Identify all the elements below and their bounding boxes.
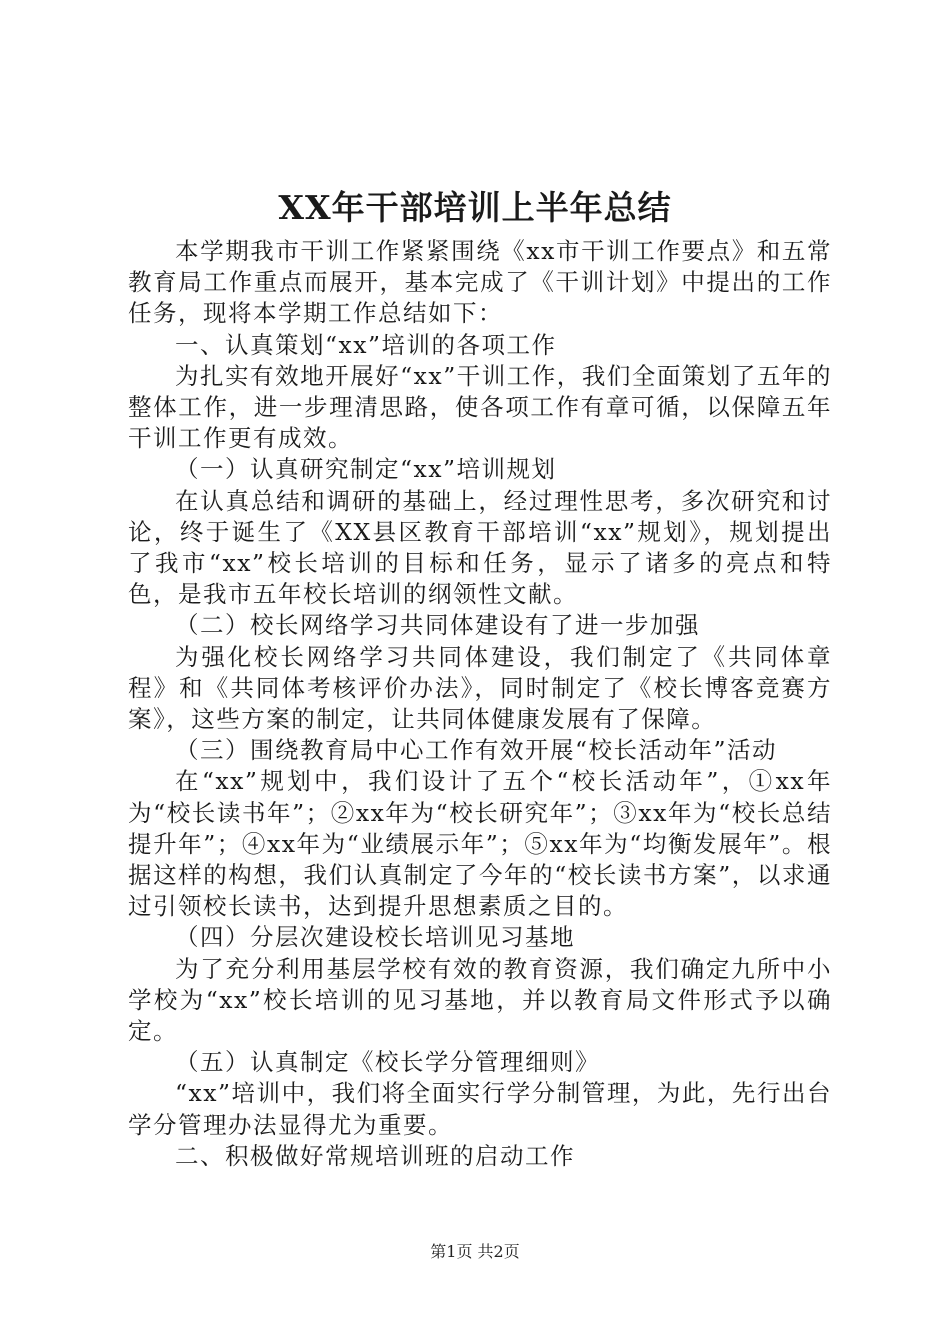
subsection-1-paragraph: 在认真总结和调研的基础上，经过理性思考，多次研究和讨论，终于诞生了《XX县区教育干部培训“xx”规划》，规划提出了我市“xx”校长培训的目标和任务，显示了诸多的亮点和特色，是我市五年校长培训的纲领性文献。 bbox=[128, 486, 832, 609]
subsection-heading-2: （二）校长网络学习共同体建设有了进一步加强 bbox=[175, 611, 700, 640]
subsection-3-paragraph: 在“xx”规划中，我们设计了五个“校长活动年”，①xx年为“校长读书年”；②xx年为“校长研究年”；③xx年为“校长总结提升年”；④xx年为“业绩展示年”；⑤xx年为“均衡发展年”。根据这样的构想，我们认真制定了今年的“校长读书方案”，以求通过引领校长读书，达到提升思想素质之目的。 bbox=[128, 767, 832, 921]
section-1-paragraph: 为扎实有效地开展好“xx”干训工作，我们全面策划了五年的整体工作，进一步理清思路，使各项工作有章可循，以保障五年干训工作更有成效。 bbox=[128, 361, 832, 453]
section-heading-2: 二、积极做好常规培训班的启动工作 bbox=[175, 1141, 575, 1170]
document-body bbox=[128, 236, 832, 1172]
subsection-2-paragraph: 为强化校长网络学习共同体建设，我们制定了《共同体章程》和《共同体考核评价办法》，同时制定了《校长博客竞赛方案》，这些方案的制定，让共同体健康发展有了保障。 bbox=[128, 642, 832, 734]
subsection-heading-3: （三）围绕教育局中心工作有效开展“校长活动年”活动 bbox=[175, 736, 778, 765]
subsection-5-paragraph: “xx”培训中，我们将全面实行学分制管理，为此，先行出台学分管理办法显得尤为重要。 bbox=[128, 1079, 832, 1139]
subsection-heading-1: （一）认真研究制定“xx”培训规划 bbox=[175, 455, 557, 484]
page-number-footer: 第1页 共2页 bbox=[430, 1242, 520, 1261]
document-title: XX年干部培训上半年总结 bbox=[278, 188, 672, 227]
subsection-heading-5: （五）认真制定《校长学分管理细则》 bbox=[175, 1048, 600, 1077]
subsection-4-paragraph: 为了充分利用基层学校有效的教育资源，我们确定九所中小学校为“xx”校长培训的见习基地，并以教育局文件形式予以确定。 bbox=[128, 954, 832, 1046]
section-heading-1: 一、认真策划“xx”培训的各项工作 bbox=[175, 330, 557, 359]
subsection-heading-4: （四）分层次建设校长培训见习基地 bbox=[175, 923, 575, 952]
intro-paragraph: 本学期我市干训工作紧紧围绕《xx市干训工作要点》和五常教育局工作重点而展开，基本完成了《干训计划》中提出的工作任务，现将本学期工作总结如下： bbox=[128, 237, 832, 328]
